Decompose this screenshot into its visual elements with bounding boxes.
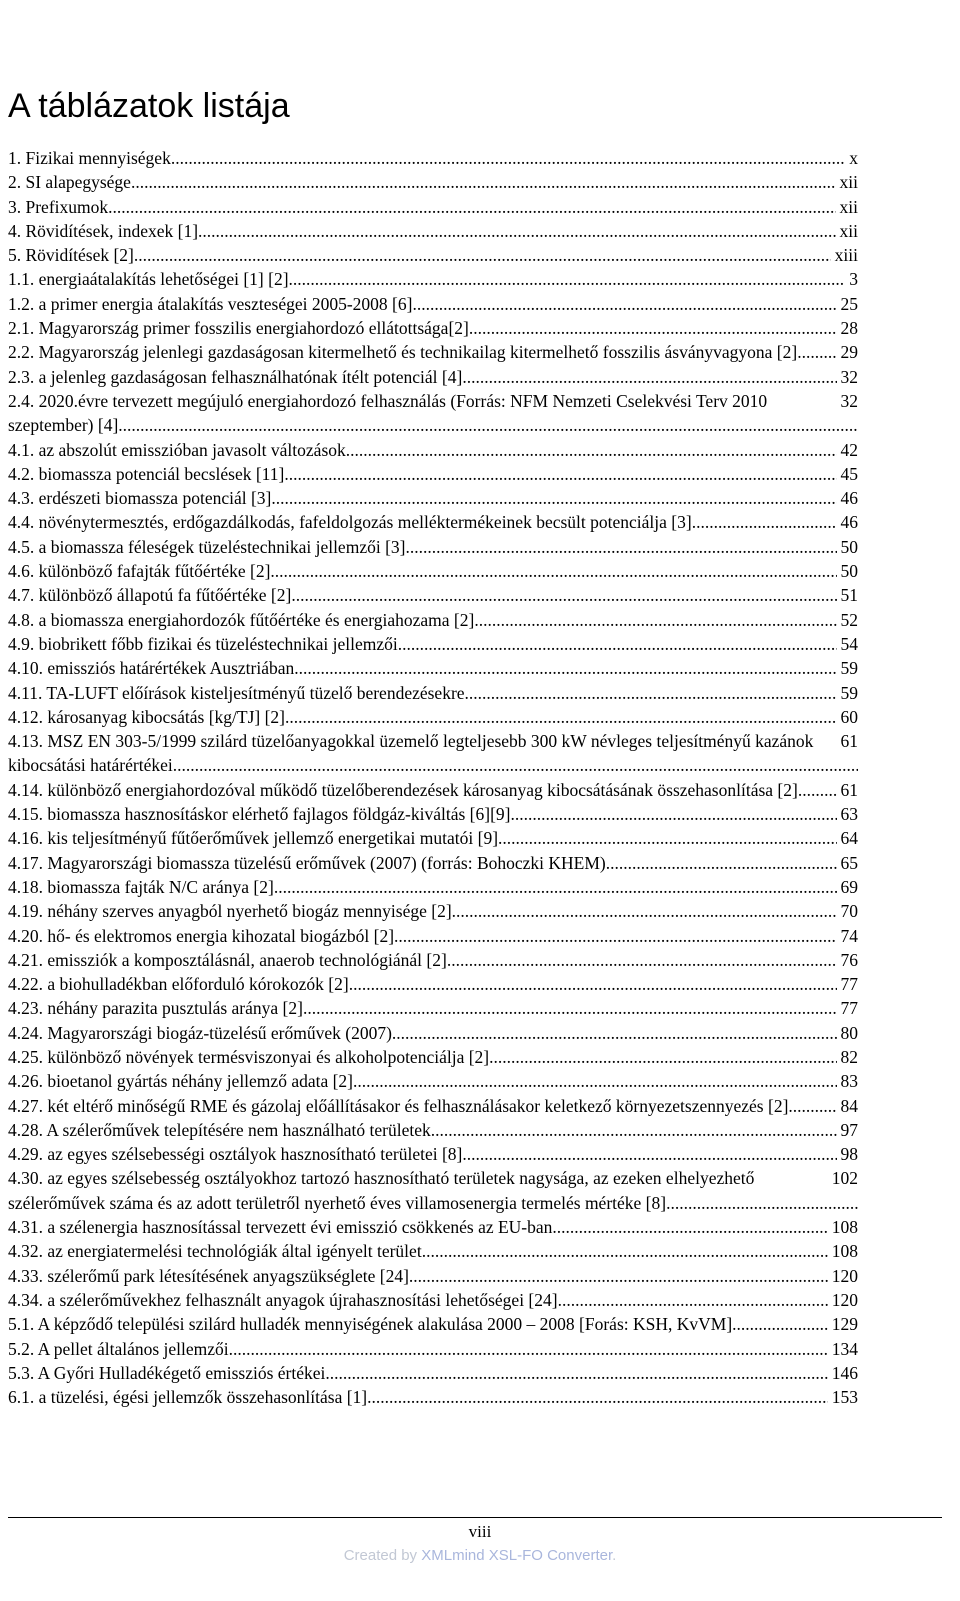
toc-entry-page: 102 (828, 1166, 858, 1190)
credit-suffix: . (612, 1547, 617, 1564)
toc-entry-title: 6.1. a tüzelési, égési jellemzők összehasonlítása [1] ..... (8, 1387, 367, 1407)
toc-entry-title: 4.21. emissziók a komposztálásnál, anaerob technológiánál [2] ..... (8, 950, 447, 970)
toc-entry-page: 74 (837, 924, 859, 948)
toc-entry-page: 153 (828, 1385, 858, 1409)
toc-entry-page: 32 (837, 389, 859, 413)
toc-entry[interactable] (8, 851, 858, 875)
toc-entry[interactable] (8, 316, 858, 340)
toc-entry[interactable] (8, 778, 858, 802)
toc-entry-page: 83 (837, 1069, 859, 1093)
toc-entry-page: 84 (837, 1094, 859, 1118)
toc-entry[interactable] (8, 1118, 858, 1142)
toc-entry-title: 3. Prefixumok ..... (8, 197, 108, 217)
toc-entry-title: 4.30. az egyes szélsebesség osztályokhoz tartozó hasznosítható területek nagysága, az ezeken elhelyezhető szélerőművek száma és az adott területről nyerhető éves villamosenergia termelés mértéke [8] ..... (8, 1168, 754, 1212)
toc-entry[interactable] (8, 438, 858, 462)
toc-entry-title: 4.14. különböző energiahordozóval működő tüzelőberendezések károsanyag kibocsátásának összehasonlítása [2] ..... (8, 780, 798, 800)
toc-entry[interactable] (8, 340, 858, 364)
toc-entry-page: xii (836, 170, 858, 194)
toc-entry[interactable] (8, 1288, 858, 1312)
toc-entry-page: 120 (828, 1264, 858, 1288)
toc-entry-title: 4.12. károsanyag kibocsátás [kg/TJ] [2] ..... (8, 707, 285, 727)
toc-entry-page: 50 (837, 535, 859, 559)
toc-entry[interactable] (8, 656, 858, 680)
toc-entry-page: 108 (828, 1215, 858, 1239)
toc-entry[interactable] (8, 462, 858, 486)
toc-entry-page: 69 (837, 875, 859, 899)
toc-entry[interactable] (8, 826, 858, 850)
toc-entry-title: 4.13. MSZ EN 303-5/1999 szilárd tüzelőanyagokkal üzemelő legteljesebb 300 kW névleges teljesítményű kazánok kibocsátási határértékei ..... (8, 731, 813, 775)
toc-entry-title: 4.26. bioetanol gyártás néhány jellemző adata [2] ..... (8, 1071, 353, 1091)
toc-entry-title: 4.3. erdészeti biomassza potenciál [3] ..... (8, 488, 271, 508)
toc-entry[interactable] (8, 389, 858, 438)
toc-entry-title: 4.34. a szélerőművekhez felhasznált anyagok újrahasznosítási lehetőségei [24] ..... (8, 1290, 558, 1310)
toc-entry-title: 5. Rövidítések [2] ..... (8, 245, 134, 265)
toc-entry-page: 76 (837, 948, 859, 972)
toc-entry[interactable] (8, 1045, 858, 1069)
toc-entry-title: 4.23. néhány parazita pusztulás aránya [2] ..... (8, 998, 303, 1018)
toc-entry-page: 25 (837, 292, 859, 316)
toc-entry-page: 52 (837, 608, 859, 632)
toc-entry-page: 32 (837, 365, 859, 389)
toc-entry[interactable] (8, 1021, 858, 1045)
toc-entry-title: 4.33. szélerőmű park létesítésének anyagszükséglete [24] ..... (8, 1266, 409, 1286)
toc-entry[interactable] (8, 583, 858, 607)
toc-entry[interactable] (8, 729, 858, 778)
toc-entry-title: 5.3. A Győri Hulladékégető emissziós értékei ..... (8, 1363, 325, 1383)
toc-entry-page: 51 (837, 583, 859, 607)
toc-entry-page: 120 (828, 1288, 858, 1312)
toc-entry-page: 64 (837, 826, 859, 850)
toc-entry[interactable] (8, 802, 858, 826)
toc-entry-page: 61 (837, 729, 859, 753)
toc-entry[interactable] (8, 486, 858, 510)
toc-entry-title: 1.1. energiaátalakítás lehetőségei [1] [2] ..... (8, 269, 289, 289)
toc-entry-title: 1. Fizikai mennyiségek ..... (8, 148, 171, 168)
toc-entry-title: 4.19. néhány szerves anyagból nyerhető biogáz mennyisége [2] ..... (8, 901, 452, 921)
table-of-contents (8, 146, 858, 1409)
toc-entry-page: 70 (837, 899, 859, 923)
toc-entry-page: 77 (837, 996, 859, 1020)
toc-entry[interactable] (8, 535, 858, 559)
toc-entry-title: 4.8. a biomassza energiahordozók fűtőértéke és energiahozama [2] ..... (8, 610, 474, 630)
toc-entry[interactable] (8, 1385, 858, 1409)
toc-entry[interactable] (8, 170, 858, 194)
toc-entry-title: 4.11. TA-LUFT előírások kisteljesítményű tüzelő berendezésekre ..... (8, 683, 465, 703)
toc-entry-title: 4.5. a biomassza féleségek tüzeléstechnikai jellemzői [3] ..... (8, 537, 405, 557)
toc-entry-title: 2.3. a jelenleg gazdaságosan felhasználhatónak ítélt potenciál [4] ..... (8, 367, 462, 387)
toc-entry-title: 2.4. 2020.évre tervezett megújuló energiahordozó felhasználás (Forrás: NFM Nemzeti Cselekvési Terv 2010 szeptember) [4] ..... (8, 391, 767, 435)
toc-entry[interactable] (8, 195, 858, 219)
toc-entry[interactable] (8, 243, 858, 267)
toc-entry-page: 77 (837, 972, 859, 996)
toc-entry-page: 146 (828, 1361, 858, 1385)
toc-entry-title: 4. Rövidítések, indexek [1] ..... (8, 221, 198, 241)
toc-entry-title: 4.16. kis teljesítményű fűtőerőművek jellemző energetikai mutatói [9] ..... (8, 828, 498, 848)
toc-entry-page: 46 (837, 510, 859, 534)
toc-entry[interactable] (8, 1264, 858, 1288)
footer-credit (0, 1547, 960, 1564)
toc-entry-page: 54 (837, 632, 859, 656)
toc-entry-title: 2. SI alapegysége ..... (8, 172, 131, 192)
toc-entry[interactable] (8, 1069, 858, 1093)
toc-entry-title: 1.2. a primer energia átalakítás veszteségei 2005-2008 [6] ..... (8, 294, 412, 314)
toc-entry[interactable] (8, 1361, 858, 1385)
toc-entry-title: 4.2. biomassza potenciál becslések [11] ..... (8, 464, 284, 484)
footer-divider (8, 1517, 942, 1518)
toc-entry-page: 108 (828, 1239, 858, 1263)
toc-entry-page: 63 (837, 802, 859, 826)
toc-entry[interactable] (8, 219, 858, 243)
toc-entry-page: 59 (837, 681, 859, 705)
toc-entry[interactable] (8, 924, 858, 948)
toc-entry[interactable] (8, 705, 858, 729)
toc-entry-title: 4.9. biobrikett főbb fizikai és tüzeléstechnikai jellemzői ..... (8, 634, 398, 654)
toc-entry-page: 82 (837, 1045, 859, 1069)
credit-prefix: Created by (343, 1547, 418, 1564)
toc-entry[interactable] (8, 899, 858, 923)
toc-entry-page: x (845, 146, 858, 170)
toc-entry-page: 98 (837, 1142, 859, 1166)
toc-entry[interactable] (8, 681, 858, 705)
toc-entry-page: 45 (837, 462, 859, 486)
toc-entry-title: 4.24. Magyarországi biogáz-tüzelésű erőművek (2007) ..... (8, 1023, 392, 1043)
toc-entry-title: 4.7. különböző állapotú fa fűtőértéke [2] ..... (8, 585, 291, 605)
toc-entry-page: 29 (837, 340, 859, 364)
toc-entry-title: 4.4. növénytermesztés, erdőgazdálkodás, fafeldolgozás melléktermékeinek becsült potenciálja [3] ..... (8, 512, 692, 532)
toc-entry-title: 4.1. az abszolút emisszióban javasolt változások ..... (8, 440, 346, 460)
toc-entry[interactable] (8, 875, 858, 899)
toc-entry-title: 4.20. hő- és elektromos energia kihozatal biogázból [2] ..... (8, 926, 394, 946)
page-number: viii (468, 1522, 492, 1541)
toc-entry-title: 2.2. Magyarország jelenlegi gazdaságosan kitermelhető és technikailag kitermelhető fosszilis ásványvagyona [2] ..... (8, 342, 797, 362)
toc-entry-title: 4.31. a szélenergia hasznosítással tervezett évi emisszió csökkenés az EU-ban ..... (8, 1217, 552, 1237)
toc-entry[interactable] (8, 1142, 858, 1166)
toc-entry[interactable] (8, 608, 858, 632)
toc-entry[interactable] (8, 1337, 858, 1361)
toc-entry[interactable] (8, 1166, 858, 1215)
toc-entry-title: 4.15. biomassza hasznosításkor elérhető fajlagos földgáz-kiváltás [6][9] ..... (8, 804, 510, 824)
toc-entry-title: 4.28. A szélerőművek telepítésére nem használható területek ..... (8, 1120, 431, 1140)
toc-entry[interactable] (8, 632, 858, 656)
toc-entry-title: 5.2. A pellet általános jellemzői ..... (8, 1339, 229, 1359)
toc-entry-page: 60 (837, 705, 859, 729)
toc-entry[interactable] (8, 1094, 858, 1118)
toc-entry-page: 50 (837, 559, 859, 583)
toc-entry[interactable] (8, 1239, 858, 1263)
toc-entry-page: 80 (837, 1021, 859, 1045)
toc-entry[interactable] (8, 948, 858, 972)
toc-entry[interactable] (8, 292, 858, 316)
toc-entry-page: 42 (837, 438, 859, 462)
toc-entry-page: 61 (837, 778, 859, 802)
toc-entry[interactable] (8, 365, 858, 389)
toc-entry[interactable] (8, 510, 858, 534)
toc-entry[interactable] (8, 972, 858, 996)
toc-entry-page: 129 (828, 1312, 858, 1336)
toc-entry[interactable] (8, 146, 858, 170)
toc-entry-page: xii (836, 195, 858, 219)
toc-entry-title: 4.17. Magyarországi biomassza tüzelésű erőművek (2007) (forrás: Bohoczki KHEM) ..... (8, 853, 606, 873)
toc-entry-page: 59 (837, 656, 859, 680)
toc-entry-title: 4.22. a biohulladékban előforduló kórokozók [2] ..... (8, 974, 349, 994)
toc-entry-title: 4.10. emissziós határértékek Ausztriában ..... (8, 658, 294, 678)
toc-entry[interactable] (8, 1215, 858, 1239)
page-title: A táblázatok listája (8, 87, 290, 125)
toc-entry[interactable] (8, 559, 858, 583)
toc-entry[interactable] (8, 1312, 858, 1336)
toc-entry-title: 4.25. különböző növények termésviszonyai és alkoholpotenciálja [2] ..... (8, 1047, 489, 1067)
toc-entry-title: 4.29. az egyes szélsebességi osztályok hasznosítható területei [8] ..... (8, 1144, 462, 1164)
toc-entry[interactable] (8, 267, 858, 291)
toc-entry-page: 134 (828, 1337, 858, 1361)
toc-entry-title: 4.6. különböző fafajták fűtőértéke [2] ..... (8, 561, 270, 581)
toc-entry-page: xii (836, 219, 858, 243)
toc-entry-title: 4.32. az energiatermelési technológiák által igényelt terület ..... (8, 1241, 422, 1261)
toc-entry-page: 97 (837, 1118, 859, 1142)
toc-entry-page: xiii (831, 243, 858, 267)
toc-entry-title: 4.18. biomassza fajták N/C aránya [2] ..... (8, 877, 274, 897)
toc-entry-title: 5.1. A képződő települési szilárd hulladék mennyiségének alakulása 2000 – 2008 [Forás: KSH, KvVM] ..... (8, 1314, 732, 1334)
credit-link[interactable]: XMLmind XSL-FO Converter (421, 1547, 613, 1564)
toc-entry-page: 46 (837, 486, 859, 510)
toc-entry-page: 3 (845, 267, 858, 291)
toc-entry[interactable] (8, 996, 858, 1020)
toc-entry-title: 4.27. két eltérő minőségű RME és gázolaj előállításakor és felhasználásakor keletkező környezetszennyezés [2] ..... (8, 1096, 788, 1116)
toc-entry-page: 65 (837, 851, 859, 875)
toc-entry-page: 28 (837, 316, 859, 340)
toc-entry-title: 2.1. Magyarország primer fosszilis energiahordozó ellátottsága[2] ..... (8, 318, 469, 338)
